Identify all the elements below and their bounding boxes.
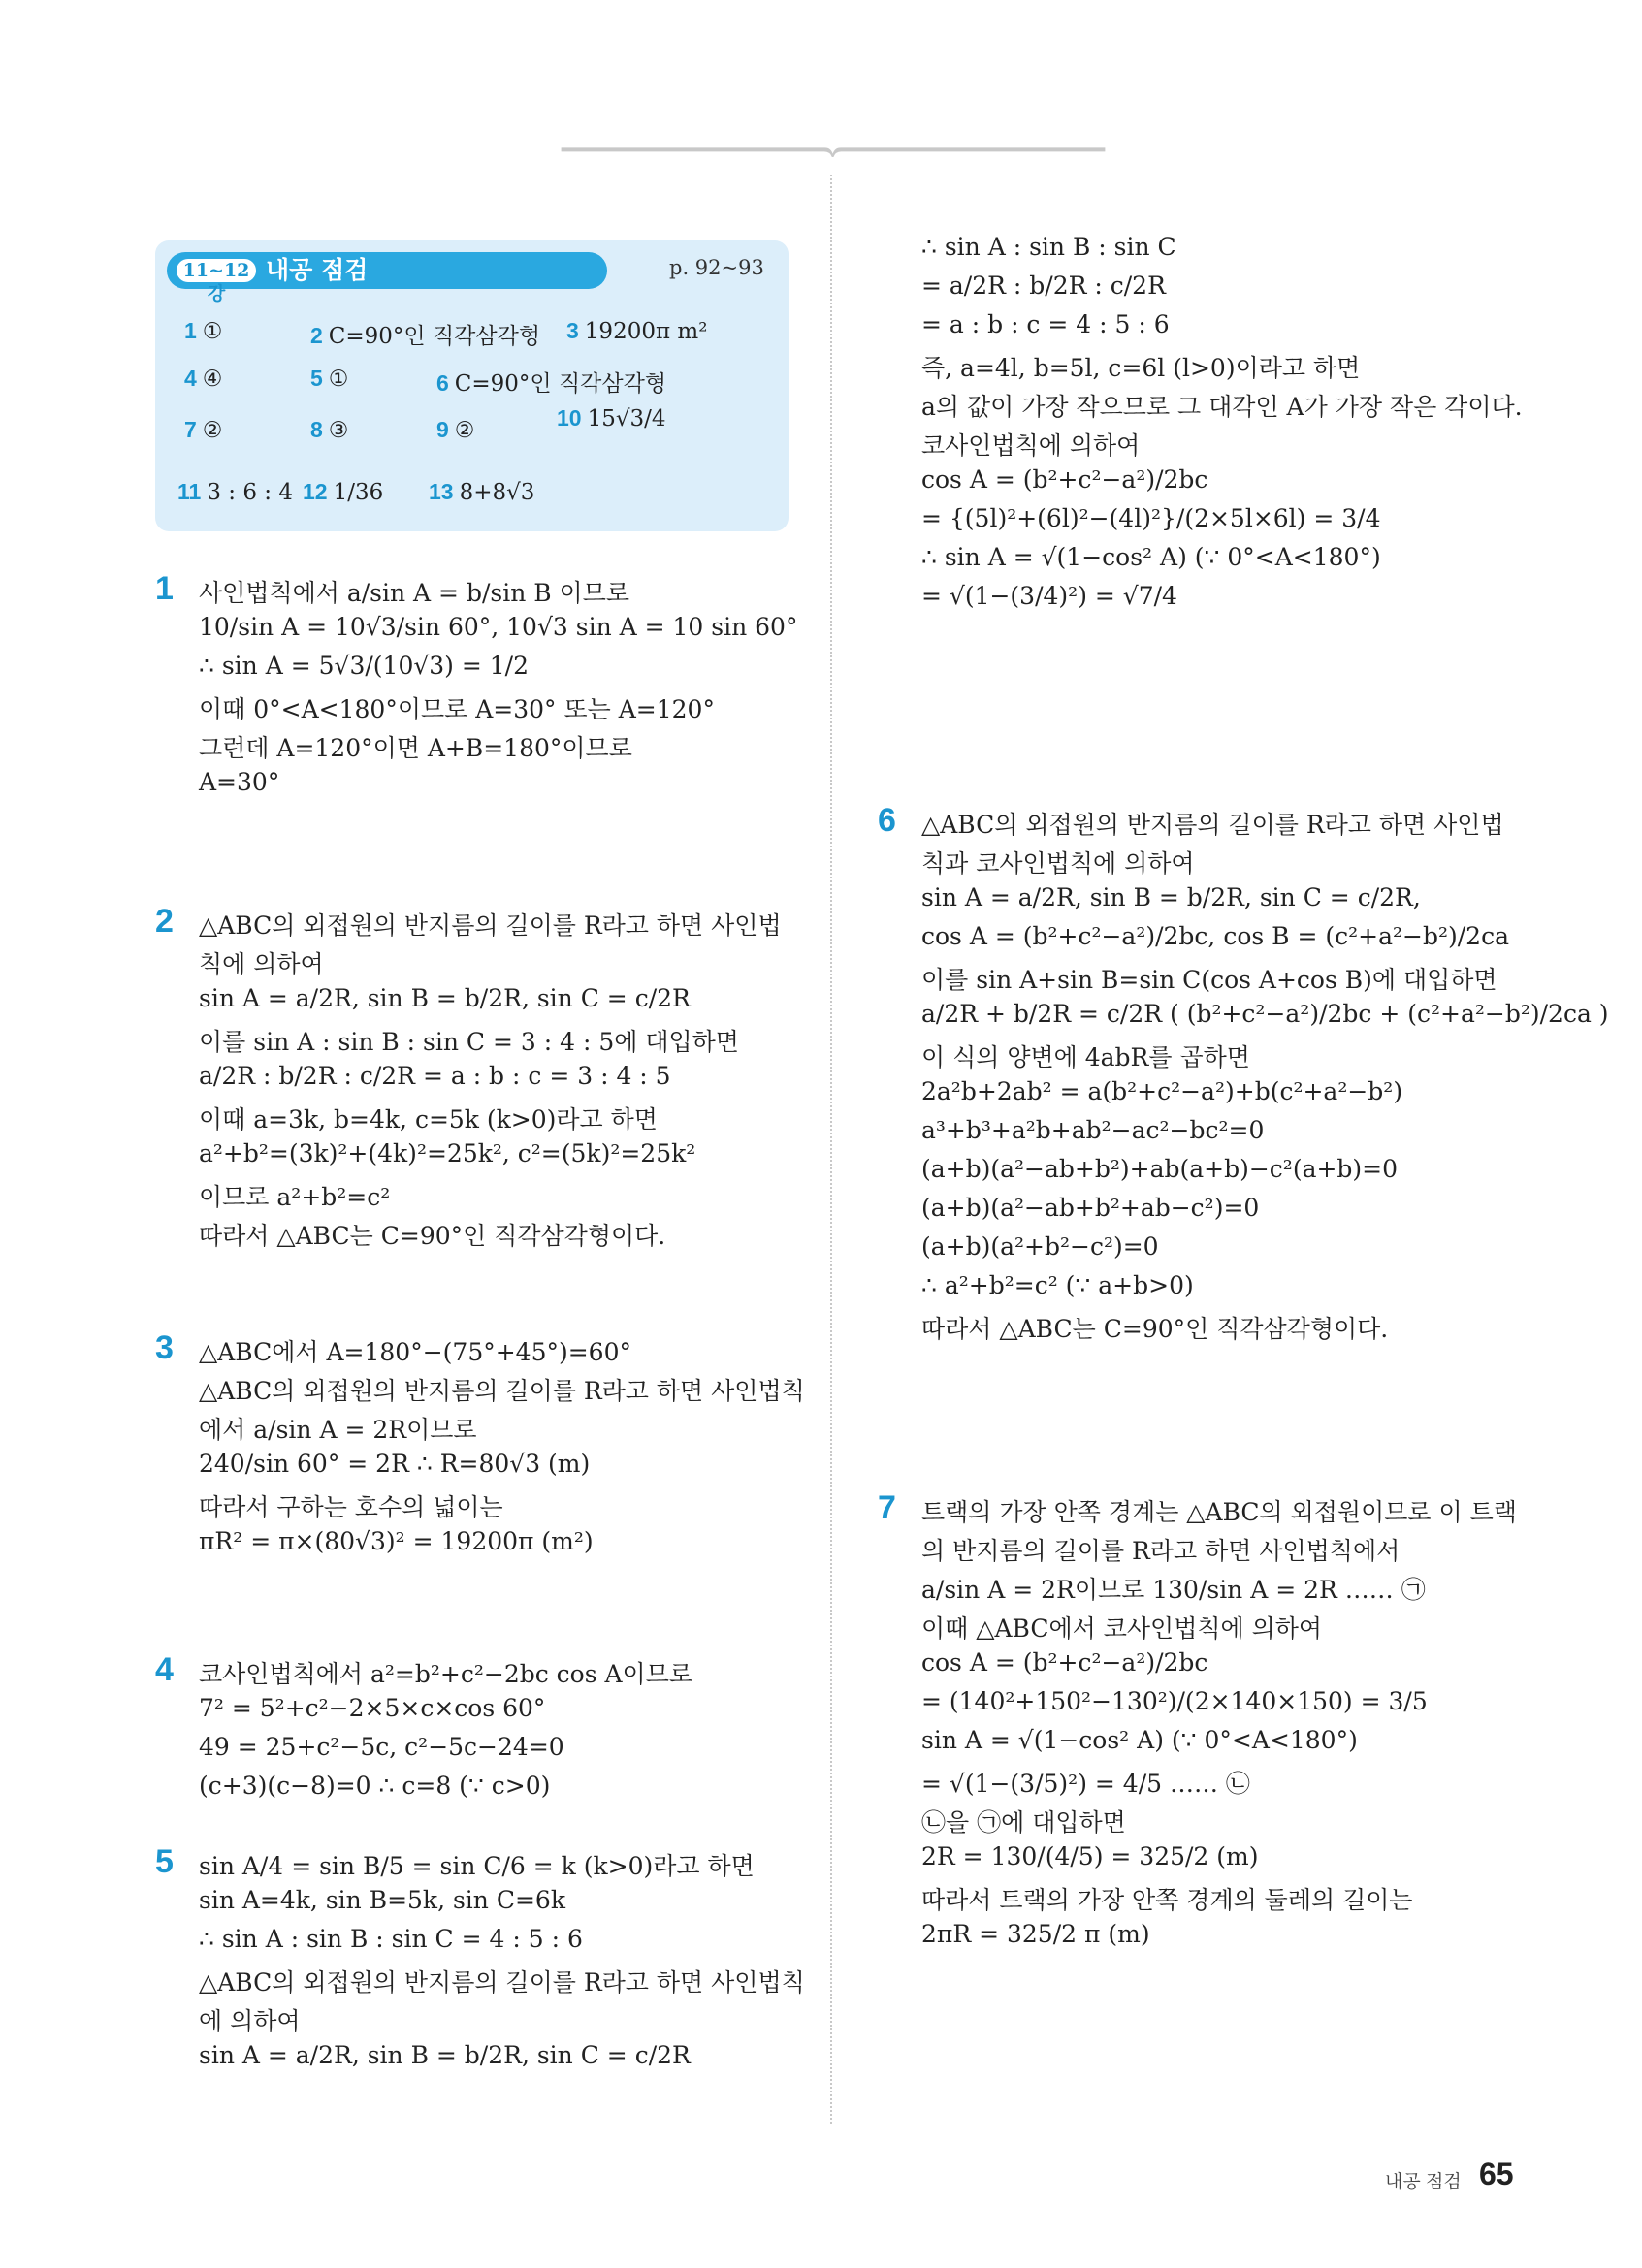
solution-line: 이때 0°<A<180°이므로 A=30° 또는 A=120° xyxy=(199,695,715,723)
question-number: 1 xyxy=(155,570,174,607)
answer-item xyxy=(436,366,666,398)
answer-value: 3 : 6 : 4 xyxy=(207,480,293,505)
answer-item xyxy=(184,318,222,344)
solution-line: sin A = a/2R, sin B = b/2R, sin C = c/2R xyxy=(199,984,691,1012)
solution-line: sin A = a/2R, sin B = b/2R, sin C = c/2R xyxy=(199,2041,691,2069)
solution-line: 코사인법칙에서 a²=b²+c²−2bc cos A이므로 xyxy=(199,1660,693,1688)
question-number: 5 xyxy=(155,1843,174,1880)
answer-item xyxy=(557,405,666,431)
answer-value: ① xyxy=(328,367,349,392)
solution-line: 10/sin A = 10√3/sin 60°, 10√3 sin A = 10 sin 60° xyxy=(199,613,798,641)
solution-line: 따라서 △ABC는 C=90°인 직각삼각형이다. xyxy=(199,1222,666,1250)
question-number: 6 xyxy=(878,802,896,839)
solution-line: 트랙의 가장 안쪽 경계는 △ABC의 외접원이므로 이 트랙 xyxy=(921,1498,1517,1526)
answer-item xyxy=(310,417,348,443)
solution-line: ∴ sin A : sin B : sin C = 4 : 5 : 6 xyxy=(199,1925,583,1953)
solution-line: cos A = (b²+c²−a²)/2bc xyxy=(921,465,1208,494)
solution-line: △ABC의 외접원의 반지름의 길이를 R라고 하면 사인법칙 xyxy=(199,1968,805,1996)
lesson-badge: 11~12강 xyxy=(177,259,256,282)
solution-line: a/2R : b/2R : c/2R = a : b : c = 3 : 4 : 5 xyxy=(199,1062,671,1090)
solution-line: a의 값이 가장 작으므로 그 대각인 A가 가장 작은 각이다. xyxy=(921,393,1523,421)
solution-line: = a : b : c = 4 : 5 : 6 xyxy=(921,310,1170,338)
solution-line: a²+b²=(3k)²+(4k)²=25k², c²=(5k)²=25k² xyxy=(199,1139,696,1167)
solution-line: cos A = (b²+c²−a²)/2bc xyxy=(921,1648,1208,1677)
solution-line: 칙과 코사인법칙에 의하여 xyxy=(921,849,1195,878)
solution-line: ∴ a²+b²=c² (∵ a+b>0) xyxy=(921,1271,1194,1299)
answer-value: C=90°인 직각삼각형 xyxy=(454,371,667,397)
solution-line: = {(5l)²+(6l)²−(4l)²}/(2×5l×6l) = 3/4 xyxy=(921,504,1381,532)
solution-line: 칙에 의하여 xyxy=(199,950,324,978)
footer-title: 내공 점검 xyxy=(1385,2172,1462,2192)
solution-line: A=30° xyxy=(199,768,280,796)
column-divider xyxy=(830,175,832,2124)
solution-line: ∴ sin A = 5√3/(10√3) = 1/2 xyxy=(199,652,530,680)
solution-line: 따라서 △ABC는 C=90°인 직각삼각형이다. xyxy=(921,1315,1389,1343)
summary-tag xyxy=(167,252,607,304)
solution-line: 7² = 5²+c²−2×5×c×cos 60° xyxy=(199,1694,546,1722)
answer-number: 6 xyxy=(436,370,449,396)
solution-line: 에 의하여 xyxy=(199,2007,301,2035)
solution-line: = (140²+150²−130²)/(2×140×150) = 3/5 xyxy=(921,1687,1428,1715)
answer-item xyxy=(303,479,383,505)
question-number: 3 xyxy=(155,1329,174,1366)
solution-line: 이때 a=3k, b=4k, c=5k (k>0)라고 하면 xyxy=(199,1105,658,1134)
solution-line: 이므로 a²+b²=c² xyxy=(199,1183,391,1211)
answer-value: C=90°인 직각삼각형 xyxy=(328,324,541,349)
answer-item xyxy=(177,479,293,505)
answer-item xyxy=(566,318,707,344)
solution-line: 240/sin 60° = 2R ∴ R=80√3 (m) xyxy=(199,1450,591,1478)
solution-line: ㉡을 ㉠에 대입하면 xyxy=(921,1808,1126,1837)
answer-value: 1/36 xyxy=(333,480,384,505)
answer-number: 3 xyxy=(566,318,579,343)
answer-number: 2 xyxy=(310,323,323,348)
solution-line: sin A = a/2R, sin B = b/2R, sin C = c/2R, xyxy=(921,883,1421,911)
solution-line: △ABC의 외접원의 반지름의 길이를 R라고 하면 사인법 xyxy=(921,811,1504,839)
solution-line: 2R = 130/(4/5) = 325/2 (m) xyxy=(921,1842,1259,1870)
summary-title: 내공 점검 xyxy=(266,256,369,284)
solution-line: sin A=4k, sin B=5k, sin C=6k xyxy=(199,1886,565,1914)
answer-number: 8 xyxy=(310,417,323,442)
answer-number: 9 xyxy=(436,417,449,442)
solution-line: cos A = (b²+c²−a²)/2bc, cos B = (c²+a²−b²)/2ca xyxy=(921,922,1509,950)
answer-item xyxy=(429,479,534,505)
solution-line: 따라서 구하는 호수의 넓이는 xyxy=(199,1493,503,1521)
answer-number: 10 xyxy=(557,405,582,431)
answer-number: 7 xyxy=(184,417,197,442)
top-decorative-bar xyxy=(153,145,1513,157)
solution-line: = a/2R : b/2R : c/2R xyxy=(921,272,1166,300)
solution-line: a³+b³+a²b+ab²−ac²−bc²=0 xyxy=(921,1116,1265,1144)
solution-line: (c+3)(c−8)=0 ∴ c=8 (∵ c>0) xyxy=(199,1772,551,1800)
answer-value: 15√3/4 xyxy=(587,406,666,431)
solution-line: 코사인법칙에 의하여 xyxy=(921,431,1141,460)
solution-line: 에서 a/sin A = 2R이므로 xyxy=(199,1416,477,1444)
solution-line: = √(1−(3/4)²) = √7/4 xyxy=(921,582,1177,610)
solution-line: 의 반지름의 길이를 R라고 하면 사인법칙에서 xyxy=(921,1537,1401,1565)
solution-line: ∴ sin A : sin B : sin C xyxy=(921,233,1176,261)
solution-line: △ABC에서 A=180°−(75°+45°)=60° xyxy=(199,1338,631,1366)
solution-line: ∴ sin A = √(1−cos² A) (∵ 0°<A<180°) xyxy=(921,543,1381,571)
answer-value: ③ xyxy=(328,418,349,443)
answer-number: 11 xyxy=(177,479,202,504)
solution-line: 사인법칙에서 a/sin A = b/sin B 이므로 xyxy=(199,579,630,607)
solution-line: 이 식의 양변에 4abR를 곱하면 xyxy=(921,1043,1250,1071)
solution-line: 2πR = 325/2 π (m) xyxy=(921,1920,1150,1948)
answer-value: ② xyxy=(202,418,223,443)
answer-value: ① xyxy=(202,319,223,344)
solution-line: △ABC의 외접원의 반지름의 길이를 R라고 하면 사인법칙 xyxy=(199,1377,805,1405)
solution-line: πR² = π×(80√3)² = 19200π (m²) xyxy=(199,1527,594,1555)
solution-line: (a+b)(a²−ab+b²)+ab(a+b)−c²(a+b)=0 xyxy=(921,1155,1399,1183)
solution-line: 2a²b+2ab² = a(b²+c²−a²)+b(c²+a²−b²) xyxy=(921,1077,1403,1105)
answer-number: 12 xyxy=(303,479,328,504)
answer-number: 1 xyxy=(184,318,197,343)
solution-line: 이를 sin A+sin B=sin C(cos A+cos B)에 대입하면 xyxy=(921,966,1497,994)
answer-item xyxy=(310,366,348,392)
answer-item xyxy=(184,366,222,392)
answer-number: 4 xyxy=(184,366,197,391)
solution-line: a/sin A = 2R이므로 130/sin A = 2R …… ㉠ xyxy=(921,1576,1426,1604)
answer-value: ④ xyxy=(202,367,223,392)
answer-item xyxy=(184,417,222,443)
solution-line: sin A/4 = sin B/5 = sin C/6 = k (k>0)라고 하면 xyxy=(199,1852,755,1880)
answer-item xyxy=(310,318,540,350)
solution-line: 이를 sin A : sin B : sin C = 3 : 4 : 5에 대입하면 xyxy=(199,1028,739,1056)
answer-item xyxy=(436,417,474,443)
question-number: 7 xyxy=(878,1489,896,1526)
solution-line: 그런데 A=120°이면 A+B=180°이므로 xyxy=(199,734,632,762)
answer-value: 8+8√3 xyxy=(459,480,535,505)
answer-number: 13 xyxy=(429,479,454,504)
solution-line: 이때 △ABC에서 코사인법칙에 의하여 xyxy=(921,1614,1323,1643)
question-number: 4 xyxy=(155,1651,174,1688)
page-reference: p. 92~93 xyxy=(669,256,764,279)
question-number: 2 xyxy=(155,903,174,940)
solution-line: = √(1−(3/5)²) = 4/5 …… ㉡ xyxy=(921,1770,1250,1798)
solution-line: 따라서 트랙의 가장 안쪽 경계의 둘레의 길이는 xyxy=(921,1886,1413,1914)
answer-value: 19200π m² xyxy=(584,319,708,344)
answer-number: 5 xyxy=(310,366,323,391)
solution-line: 즉, a=4l, b=5l, c=6l (l>0)이라고 하면 xyxy=(921,354,1361,382)
solution-line: a/2R + b/2R = c/2R ( (b²+c²−a²)/2bc + (c²+a²−b²)/2ca ) xyxy=(921,1000,1609,1028)
solution-line: 49 = 25+c²−5c, c²−5c−24=0 xyxy=(199,1733,564,1761)
answer-value: ② xyxy=(454,418,475,443)
page-number: 65 xyxy=(1479,2156,1514,2191)
solution-line: (a+b)(a²−ab+b²+ab−c²)=0 xyxy=(921,1194,1260,1222)
solution-line: (a+b)(a²+b²−c²)=0 xyxy=(921,1232,1159,1261)
solution-line: △ABC의 외접원의 반지름의 길이를 R라고 하면 사인법 xyxy=(199,911,782,940)
solution-line: sin A = √(1−cos² A) (∵ 0°<A<180°) xyxy=(921,1726,1358,1754)
